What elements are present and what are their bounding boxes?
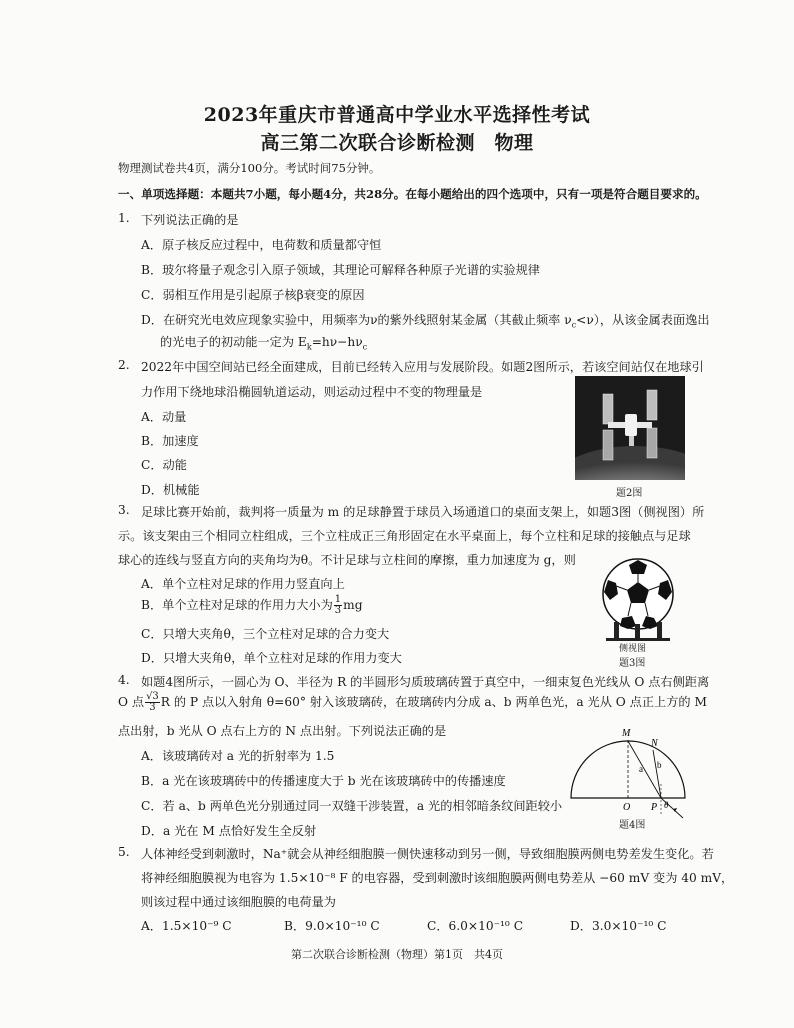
option-a: A．单个立柱对足球的作用力竖直向上	[141, 577, 345, 591]
question-number: 3.	[118, 503, 130, 517]
figure-label: 侧视图	[619, 644, 647, 654]
denominator: 3	[334, 605, 342, 616]
option-b: B．9.0×10⁻¹⁰ C	[284, 919, 380, 933]
label-theta: θ	[664, 800, 669, 810]
option-b-text: B．单个立柱对足球的作用力大小为	[141, 598, 333, 612]
question-stem	[118, 692, 707, 713]
option-c: C．弱相互作用是引起原子核β衰变的原因	[141, 288, 365, 302]
fraction	[145, 692, 160, 713]
option-b: B．加速度	[141, 434, 199, 448]
option-b: B．a 光在该玻璃砖中的传播速度大于 b 光在该玻璃砖中的传播速度	[141, 774, 506, 788]
label-a: a	[639, 764, 643, 774]
section-heading: 一、单项选择题：本题共7小题，每小题4分，共28分。在每小题给出的四个选项中，只有一项是符合题目要求的。	[118, 187, 707, 201]
figure-caption: 题3图	[619, 658, 646, 669]
question-stem: 如题4图所示，一圆心为 O、半径为 R 的半圆形匀质玻璃砖置于真空中，一细束复色光线从 O 点右侧距离	[141, 675, 710, 689]
stem-text: O 点	[118, 695, 145, 709]
option-d-cont	[160, 333, 367, 351]
question-number: 4.	[118, 673, 130, 687]
question-number: 2.	[118, 358, 130, 372]
question-stem: 则该过程中通过该细胞膜的电荷量为	[141, 895, 336, 909]
label-n: N	[651, 738, 658, 749]
question-stem: 下列说法正确的是	[141, 213, 239, 227]
soccer-ball-figure	[592, 556, 684, 642]
numerator: √3	[146, 691, 159, 702]
option-b-unit: mg	[343, 598, 363, 612]
option-d-text: D．在研究光电效应现象实验中，用频率为ν的紫外线照射某金属（其截止频率 ν	[141, 313, 572, 327]
subscript: k	[306, 342, 312, 352]
question-stem: 将神经细胞膜视为电容为 1.5×10⁻⁸ F 的电容器，受到刺激时该细胞膜两侧电势差从 −60 mV 变为 40 mV，	[141, 871, 734, 885]
page-footer: 第二次联合诊断检测（物理）第1页 共4页	[291, 948, 503, 961]
label-m: M	[622, 728, 631, 739]
option-d-formula: =hν−hν	[311, 335, 363, 349]
option-c: C．6.0×10⁻¹⁰ C	[427, 919, 524, 933]
option-d-text-end: <ν），从该金属表面逸出	[576, 313, 710, 327]
question-stem: 点出射，b 光从 O 点右上方的 N 点出射。下列说法正确的是	[118, 724, 447, 738]
question-stem: 人体神经受到刺激时，Na⁺就会从神经细胞膜一侧快速移动到另一侧，导致细胞膜两侧电势差发生变化。若	[141, 847, 714, 861]
question-stem: 力作用下绕地球沿椭圆轨道运动，则运动过程中不变的物理量是	[141, 385, 483, 399]
question-number: 5.	[118, 845, 130, 859]
label-p: P	[651, 802, 658, 813]
option-a: A．原子核反应过程中，电荷数和质量都守恒	[141, 238, 382, 252]
fraction	[334, 595, 342, 616]
option-d: D．只增大夹角θ，单个立柱对足球的作用力变大	[141, 651, 402, 665]
numerator: 1	[334, 594, 342, 605]
option-d: D．3.0×10⁻¹⁰ C	[570, 919, 667, 933]
option-d: D．a 光在 M 点恰好发生全反射	[141, 824, 317, 838]
subscript: c	[362, 342, 368, 352]
option-b	[141, 595, 363, 616]
question-stem: 示。该支架由三个相同立柱组成，三个立柱成正三角形固定在水平桌面上，每个立柱和足球的接触点与足球	[118, 529, 691, 543]
question-stem: 球心的连线与竖直方向的夹角均为θ。不计足球与立柱间的摩擦，重力加速度为 g，则	[118, 553, 576, 567]
option-b: B．玻尔将量子观念引入原子领域，其理论可解释各种原子光谱的实验规律	[141, 263, 540, 277]
option-c: C．若 a、b 两单色光分别通过同一双缝干涉装置，a 光的相邻暗条纹间距较小	[141, 799, 563, 813]
figure-caption: 题4图	[619, 820, 646, 831]
figure-caption: 题2图	[616, 488, 643, 499]
option-a: A．1.5×10⁻⁹ C	[141, 919, 232, 933]
option-c: C．只增大夹角θ，三个立柱对足球的合力变大	[141, 627, 390, 641]
denominator: 3	[149, 702, 156, 713]
option-c: C．动能	[141, 458, 187, 472]
exam-title: 2023年重庆市普通高中学业水平选择性考试	[203, 104, 591, 126]
option-d	[141, 311, 710, 329]
option-a: A．该玻璃砖对 a 光的折射率为 1.5	[141, 749, 335, 763]
stem-text: R 的 P 点以入射角 θ=60° 射入该玻璃砖，在玻璃砖内分成 a、b 两单色光，a 光从 O 点正上方的 M	[160, 695, 707, 709]
label-o: O	[623, 802, 631, 813]
question-stem: 足球比赛开始前，裁判将一质量为 m 的足球静置于球员入场通道口的桌面支架上，如题3图（侧视图）所	[141, 505, 705, 519]
option-d-text2: 的光电子的初动能一定为 E	[160, 335, 307, 349]
question-number: 1.	[118, 211, 130, 225]
subscript: c	[571, 320, 577, 330]
label-b: b	[657, 760, 662, 770]
space-station-image	[575, 376, 685, 480]
glass-brick-diagram	[565, 722, 695, 822]
option-d: D．机械能	[141, 483, 200, 497]
exam-intro: 物理测试卷共4页，满分100分。考试时间75分钟。	[118, 161, 381, 175]
question-stem: 2022年中国空间站已经全面建成，目前已经转入应用与发展阶段。如题2图所示，若该空间站仅在地球引	[141, 360, 704, 374]
option-a: A．动量	[141, 410, 187, 424]
exam-subtitle: 高三第二次联合诊断检测 物理	[260, 132, 534, 154]
